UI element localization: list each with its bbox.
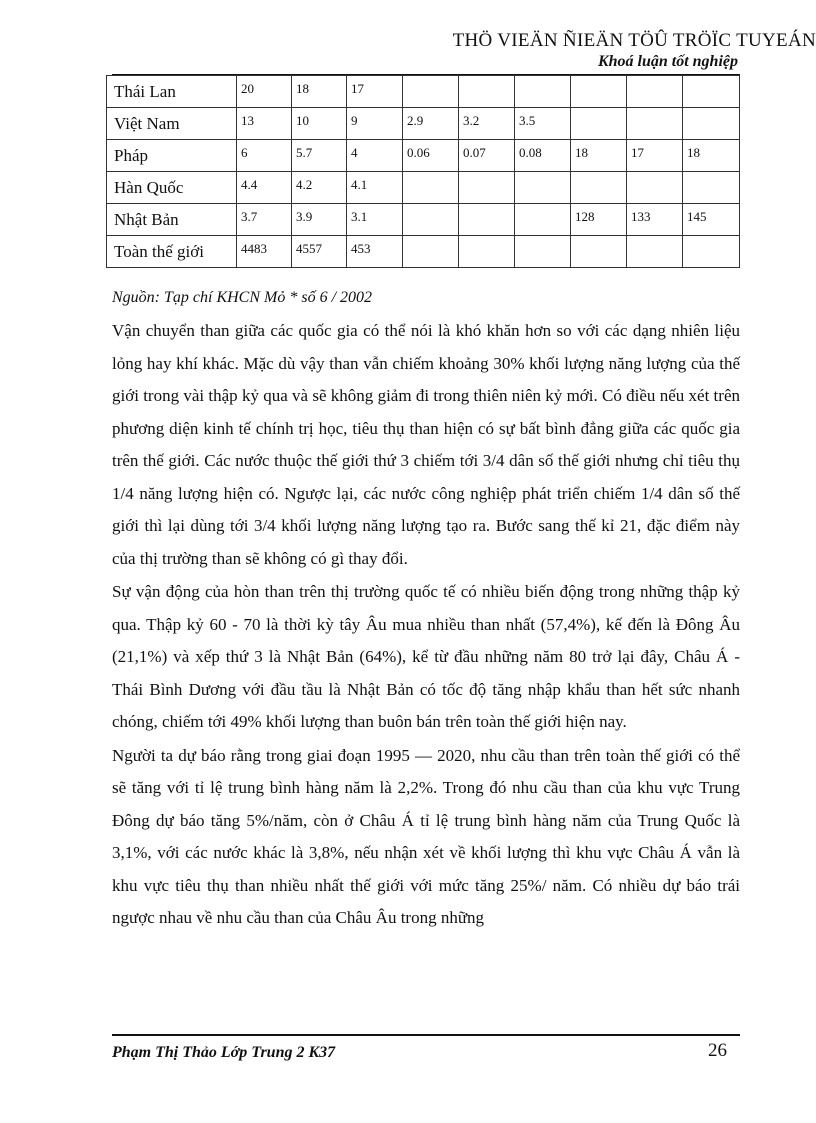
header-title: THÖ VIEÄN ÑIEÄN TÖÛ TRÖÏC TUYEÁN xyxy=(452,30,816,51)
table-cell: 133 xyxy=(627,204,683,236)
table-cell: 3.5 xyxy=(515,108,571,140)
table-cell: 20 xyxy=(237,76,292,108)
table-cell: 145 xyxy=(683,204,740,236)
table-cell xyxy=(627,108,683,140)
table-cell xyxy=(403,76,459,108)
table-cell xyxy=(459,236,515,268)
body-text xyxy=(112,315,740,936)
table-cell: 4557 xyxy=(292,236,347,268)
table-cell: 4 xyxy=(347,140,403,172)
table-cell xyxy=(403,172,459,204)
table-cell: 3.7 xyxy=(237,204,292,236)
country-cell: Nhật Bản xyxy=(107,204,237,236)
table-cell: 10 xyxy=(292,108,347,140)
table-cell xyxy=(571,108,627,140)
data-table xyxy=(106,75,740,268)
table-cell: 3.1 xyxy=(347,204,403,236)
table-cell: 0.07 xyxy=(459,140,515,172)
table-cell: 5.7 xyxy=(292,140,347,172)
table-row xyxy=(107,172,740,204)
country-cell: Việt Nam xyxy=(107,108,237,140)
table-row xyxy=(107,236,740,268)
table-cell: 9 xyxy=(347,108,403,140)
table-cell: 18 xyxy=(683,140,740,172)
table-cell xyxy=(515,236,571,268)
table-cell: 4483 xyxy=(237,236,292,268)
table-cell xyxy=(515,172,571,204)
header-subtitle: Khoá luận tốt nghiệp xyxy=(597,53,738,70)
table-cell: 18 xyxy=(571,140,627,172)
table-cell xyxy=(459,204,515,236)
paragraph: Vận chuyển than giữa các quốc gia có thể nói là khó khăn hơn so với các dạng nhiên liệu lỏng hay khí khác. Mặc dù vậy than vẫn chiếm khoảng 30% khối lượng năng lượng của thế giới trong vài thập kỷ qua và sẽ không giảm đi trong thiên niên kỷ mới. Có điều nếu xét trên phương diện kinh tế chính trị học, tiêu thụ than hiện có sự bất bình đẳng giữa các quốc gia trên thế giới. Các nước thuộc thế giới thứ 3 chiếm tới 3/4 dân số thế giới nhưng chỉ tiêu thụ 1/4 năng lượng hiện có. Ngược lại, các nước công nghiệp phát triển chiếm 1/4 dân số thế giới thì lại dùng tới 3/4 khối lượng năng lượng tạo ra. Bước sang thế kỉ 21, đặc điểm này của thị trường than sẽ không có gì thay đổi. xyxy=(112,321,740,568)
footer-author: Phạm Thị Thảo Lớp Trung 2 K37 xyxy=(112,1044,336,1061)
footer-rule xyxy=(112,1034,740,1036)
source-note: Nguồn: Tạp chí KHCN Mỏ * số 6 / 2002 xyxy=(112,289,373,306)
table-cell xyxy=(683,76,740,108)
table-cell: 3.2 xyxy=(459,108,515,140)
table-cell xyxy=(571,76,627,108)
table-cell: 453 xyxy=(347,236,403,268)
table-cell xyxy=(683,108,740,140)
table-cell xyxy=(627,76,683,108)
table-cell: 17 xyxy=(627,140,683,172)
table-cell: 13 xyxy=(237,108,292,140)
table-cell: 17 xyxy=(347,76,403,108)
table-row xyxy=(107,204,740,236)
table-cell: 128 xyxy=(571,204,627,236)
country-cell: Hàn Quốc xyxy=(107,172,237,204)
paragraph: Sự vận động của hòn than trên thị trường quốc tế có nhiều biến động trong những thập kỷ qua. Thập kỷ 60 - 70 là thời kỳ tây Âu mua nhiều than nhất (57,4%), kế đến là Đông Âu (21,1%) và xếp thứ 3 là Nhật Bản (64%), kể từ đầu những năm 80 trở lại đây, Châu Á - Thái Bình Dương với đầu tầu là Nhật Bản có tốc độ tăng nhập khẩu than hết sức nhanh chóng, chiếm tới 49% khối lượng than buôn bán trên toàn thế giới hiện nay. xyxy=(112,582,740,731)
table-cell xyxy=(515,76,571,108)
page-number: 26 xyxy=(708,1040,727,1061)
table-cell: 18 xyxy=(292,76,347,108)
table-cell: 4.1 xyxy=(347,172,403,204)
table-row xyxy=(107,140,740,172)
table-cell: 4.4 xyxy=(237,172,292,204)
table-cell xyxy=(627,236,683,268)
table-cell: 4.2 xyxy=(292,172,347,204)
country-cell: Toàn thế giới xyxy=(107,236,237,268)
table-cell: 0.08 xyxy=(515,140,571,172)
table-cell xyxy=(403,204,459,236)
table-cell xyxy=(627,172,683,204)
table-cell: 3.9 xyxy=(292,204,347,236)
table-cell xyxy=(571,172,627,204)
country-cell: Pháp xyxy=(107,140,237,172)
paragraph: Người ta dự báo rằng trong giai đoạn 1995 — 2020, nhu cầu than trên toàn thế giới có thể sẽ tăng với tỉ lệ trung bình hàng năm là 2,2%. Trong đó nhu cầu than của khu vực Trung Đông dự báo tăng 5%/năm, còn ở Châu Á tỉ lệ trung bình hàng năm của Trung Quốc là 3,1%, với các nước khác là 3,8%, nếu nhận xét về khối lượng thì khu vực Châu Á vẫn là khu vực tiêu thụ than nhiều nhất thế giới với mức tăng 25%/ năm. Có nhiều dự báo trái ngược nhau về nhu cầu than của Châu Âu trong những xyxy=(112,745,740,927)
table-row xyxy=(107,76,740,108)
table-cell: 0.06 xyxy=(403,140,459,172)
table-cell: 2.9 xyxy=(403,108,459,140)
table-cell xyxy=(459,76,515,108)
table-cell xyxy=(571,236,627,268)
table-cell xyxy=(683,172,740,204)
table-cell xyxy=(459,172,515,204)
table-cell xyxy=(515,204,571,236)
table-cell xyxy=(683,236,740,268)
table-cell xyxy=(403,236,459,268)
table-cell: 6 xyxy=(237,140,292,172)
table-row xyxy=(107,108,740,140)
country-cell: Thái Lan xyxy=(107,76,237,108)
